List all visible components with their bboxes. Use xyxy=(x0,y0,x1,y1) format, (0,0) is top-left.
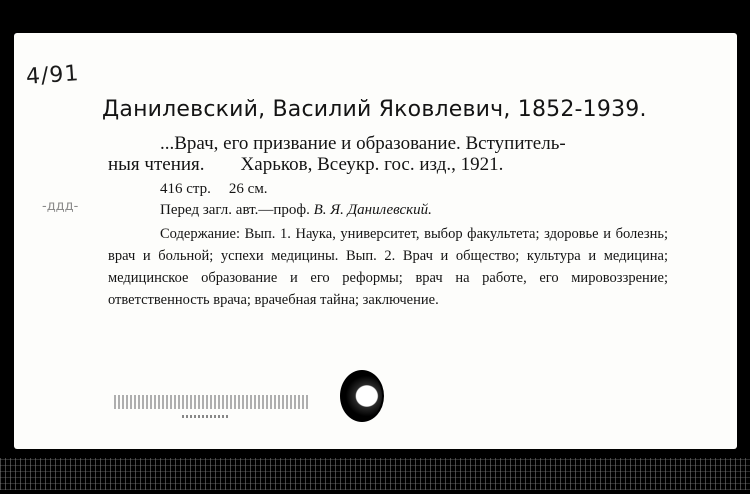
book-size: 26 см. xyxy=(228,181,268,197)
title-continuation: ныя чтения. xyxy=(108,154,205,175)
catalog-card xyxy=(14,33,737,449)
physical-description xyxy=(160,181,268,198)
contents-note: Содержание: Вып. 1. Наука, университет, выбор факультета; здоровье и болезнь; врач и больной; успехи медицины. Вып. 2. Врач и общество; культура и медицина; медицинское образование и его реформы; врач на работе, его мировоззрение; ответственность врача; врачебная тайна; заключение. xyxy=(108,226,668,308)
title-line-2 xyxy=(108,154,503,176)
shelf-mark: 4/91 xyxy=(25,61,81,90)
author-note xyxy=(160,202,432,219)
note-name: В. Я. Данилевский. xyxy=(313,202,432,218)
punch-hole xyxy=(340,370,384,422)
library-stamp xyxy=(114,395,310,409)
title-line-1: ...Врач, его призвание и образование. Вступитель- xyxy=(160,133,566,154)
author-heading: Данилевский, Василий Яковлевич, 1852-1939. xyxy=(102,97,647,122)
page-count: 416 стр. xyxy=(160,181,211,197)
scan-noise-strip xyxy=(0,458,750,490)
side-mark: -ддд- xyxy=(42,199,79,214)
imprint: Харьков, Всеукр. гос. изд., 1921. xyxy=(240,154,504,175)
library-stamp-underline xyxy=(182,415,228,418)
note-prefix: Перед загл. авт.—проф. xyxy=(160,202,310,218)
